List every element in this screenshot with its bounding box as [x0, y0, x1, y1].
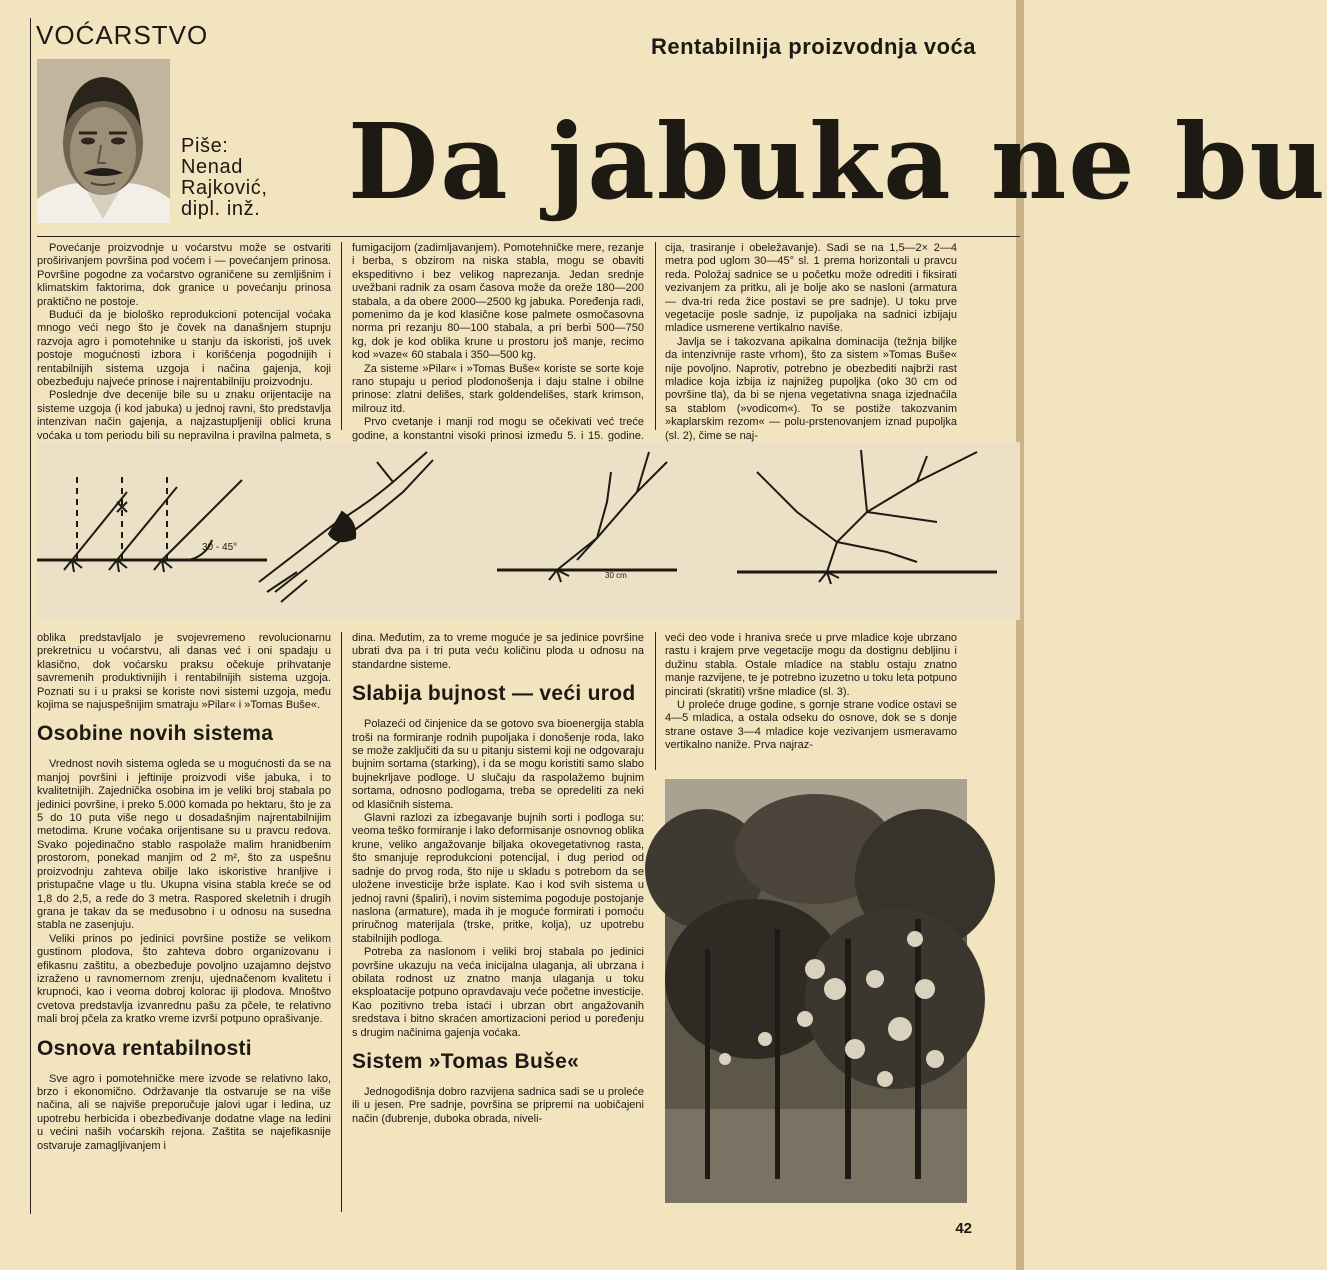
paragraph: fumigacijom (zadimljavanjem). Pomotehničke mere, rezanje i berba, s obzirom na niska stabla, mogu se obaviti ekspeditivno i bez velikog naprezanja. Jedan srednje uvežbani radnik za osam časova može da oreže 180—200 stabala, a da obere 2000—2500 kg jabuka. Poređenja radi, pomenimo da je kod klasične kose palmete osmočasovna norma pri rezanju 80—100 stabala, a pri berbi 500—750 kg, dok je kod oblika krune u prostoru još manje, recimo kod »vaze« 60 stabala i 350—500 kg. [352, 242, 644, 362]
pruning-diagram [37, 442, 1020, 620]
paragraph: dina. Međutim, za to vreme moguće je sa jedinice površine ubrati dva pa i tri puta veću količinu ploda u odnosu na standardne sisteme. [352, 632, 644, 671]
column-rule [655, 242, 656, 430]
subheading-osobine: Osobine novih sistema [37, 722, 274, 746]
paragraph: U proleće druge godine, s gornje strane vodice ostavi se 4—5 mladica, a ostala odseku do osnove, dok se s donje strane ostave 3—4 mladice koje vezivanjem usmeravamo vertikalno naniže. Prva najraz- [665, 699, 957, 752]
paragraph: Polazeći od činjenice da se gotovo sva bioenergija stabla troši na formiranje rodnih pupoljaka i donošenje roda, lako se može zaključiti da su u pitanju sistemi koji ne odgovaraju bujnim sortama (starking), i da se mogu koristiti samo slabo bujnekrljave podloge. U slučaju da raspolažemo bujnim sortama, odnosno podlogama, treba se opredeliti za neki od klasičnih sistema. [352, 718, 644, 811]
byline-line: Nenad [181, 156, 243, 178]
author-portrait [37, 59, 170, 223]
paragraph: Javlja se i takozvana apikalna dominacija (težnja biljke da intenzivnije raste vrhom), što za sistem »Tomas Buše« nije povoljno. Naprotiv, potrebno je obezbediti najbrži rast mladice koja izbija iz najnižeg pupoljka (oko 30 cm od površine tla), da bi se njena vegetativna snaga izjednačila sa stablom (»vodicom«). To se postiže takozvanim »kaplarskim rezom« — polu-prstenovanjem iznad pupoljka (sl. 2), čime se naj- [665, 335, 957, 442]
paragraph: Poslednje dve decenije bile su u znaku orijentacije na sisteme uzgoja (i kod jabuka) u jednoj ravni, što predstavlja intenzivan način gajenja, a najzastupljeniji oblici kruna voćaka u tom periodu bili su nepravilna i pravilna palmeta, s [37, 389, 331, 442]
section-title: VOĆARSTVO [36, 20, 209, 50]
left-margin-rule [30, 18, 31, 1214]
paragraph: Vrednost novih sistema ogleda se u mogućnosti da se na manjoj površini i jeftinije proizvodi više jabuka, i to kvalitetnijih. Zajednička osobina im je veliki broj stabala po jedinici površine, i preko 5.000 komada po hektaru, što je za 5 do 10 puta više nego u dosadašnjim najrentabilnijim metodima. Krune voćaka orijentisane su u pravcu redova. Svako pojedinačno stablo raspolaže malim hranidbenim prostorom, ponekad manjim od 2 m², što za uspešnu proizvodnju zahteva obilje lako iskoristive hranljive i pristupačne vlage u tlu. Ukupna visina stabla kreće se od 1,8 do 2,5, a ređe do 3 metra. Raspored skeletnih i drugih grana je takav da se međusobno i u odnosu na susedna stabla ne zasenjuju. [37, 758, 331, 932]
paragraph: Jednogodišnja dobro razvijena sadnica sadi se u proleće ili u jesen. Pre sadnje, površina se pripremi na uobičajeni način (đubrenje, duboka obrada, niveli- [352, 1085, 644, 1125]
paragraph: Budući da je biološko reprodukcioni potencijal voćaka mnogo veći nego što je čovek na današnjem stupnju razvoja agro i pomotehnike u stanju da iskoristi, još uvek postoje mogućnosti izbora i korišćenja pogodnijih i rentabilnijih sistema uzgoja i načina gajenja, koji obezbeđuju najveće prinose i najrentabilniju proizvodnju. [37, 309, 331, 389]
bottom-column-1 [37, 632, 331, 1212]
byline [181, 136, 268, 220]
byline-line: Rajković, [181, 177, 268, 199]
figure-3-sketch [497, 452, 677, 582]
top-column-2 [352, 242, 644, 442]
depth-label: 30 cm [605, 571, 627, 580]
column-rule [341, 632, 342, 1212]
paragraph: Prvo cvetanje i manji rod mogu se očekivati već treće godine, a konstantni visoki prinosi između 5. i 15. godine. [352, 416, 644, 442]
byline-line: Piše: [181, 135, 229, 157]
figure-1-sketch [37, 472, 267, 572]
paragraph: Glavni razlozi za izbegavanje bujnih sorti i podloga su: veoma teško formiranje i lako deformisanje osnovnog oblika krune, veliko angažovanje biljaka okovegetativnog rasta, što smanjuje reprodukcioni potencijal, i dug period od sadnje do prvog roda, što nije u skladu s potrebom da se uložene investicije brže isplate. Kao i kod svih sistema u jednoj ravni (špaliri), i novim sistemima pogoduje postojanje naslona (armature), mada ih je moguće formirati i pomoću priručnog materijala (trske, pritke, kolja), uz upotrebu stabilnijih podloga. [352, 812, 644, 945]
bottom-column-3 [665, 632, 957, 770]
paragraph: cija, trasiranje i obeležavanje). Sadi se na 1,5—2× 2—4 metra pod uglom 30—45° sl. 1 prema horizontali u pravcu reda. Položaj sadnice se u početku može odrediti i fiksirati vezivanjem za pritku, ali je bolje ako se nasloni (armatura — dva-tri reda žice postavi se pre sadnje). U toku prve vegetacije posle sadnje, iz pupoljaka na sadnici izbijaju mladice usmerene vertikalno naviše. [665, 242, 957, 335]
figure-4-sketch [737, 450, 997, 584]
page-number: 42 [955, 1220, 972, 1237]
bottom-column-2 [352, 632, 644, 1212]
author-photo [37, 59, 170, 223]
figure-2-sketch [259, 452, 433, 602]
subheading-osnova: Osnova rentabilnosti [37, 1036, 252, 1060]
paragraph: Sve agro i pomotehničke mere izvode se relativno lako, brzo i ekonomično. Održavanje tla ostvaruje se na više načina, ali se najviše preporučuje jalovi ugar i ledina, uz upotrebu herbicida i obezbeđivanje dodatne vlage na ledini u većini naših voćarskih rejona. Zaštita se najefikasnije ostvaruje zamagljivanjem i [37, 1072, 331, 1152]
orchard-photo-image [665, 779, 967, 1203]
paragraph: oblika predstavljalo je svojevremeno revolucionarnu prekretnicu u voćarstvu, ali danas već i oni spadaju u klasično, dok voćarsku praksu očekuje prihvatanje savremenih produktivnijih i rentabilnijih sistema uzgoja. Poznati su i u praksi se koriste novi sistemi uzgoja, među kojima se najuspešnijim smatraju »Pilar« i »Tomas Buše«. [37, 632, 331, 712]
pruning-illustration [37, 442, 1020, 620]
paragraph: veći deo vode i hraniva sreće u prve mladice koje ubrzano rastu i krajem prve vegetacije mogu da dostignu debljinu i dužinu stabla. Ostale mladice na stablu ostaju znatno manje razvijene, te je potrebno izuzetno u toku leta potpuno pincirati (skratiti) vršne mladice (sl. 3). [665, 632, 957, 698]
top-column-3 [665, 242, 957, 442]
byline-line: dipl. inž. [181, 198, 261, 220]
subheading-sistem: Sistem »Tomas Buše« [352, 1049, 580, 1073]
paragraph: Povećanje proizvodnje u voćarstvu može se ostvariti proširivanjem površina pod voćem i — povećanjem prinosa. Površine pogodne za voćarstvo ograničene su zemljišnim i klimatskim faktorima, dok granice u povećanju prinosa praktično ne postoje. [37, 242, 331, 308]
article-headline: Da jabuka ne bu [348, 100, 1327, 223]
paragraph: Potreba za naslonom i veliki broj stabala po jedinici površine ukazuju na veća inicijalna ulaganja, ali ubrzana i obilata rodnost uz znatno manja ulaganja u toku eksploatacije potpuno opravdavaju veće početne investicije. Kao pozitivno treba istaći i ubrzan obrt angažovanih sredstava i bitno skraćen amortizacioni period u poređenju s drugim načinima gajenja voćaka. [352, 946, 644, 1039]
headline-rule [37, 236, 1020, 237]
paragraph: Za sisteme »Pilar« i »Tomas Buše« koriste se sorte koje rano stupaju u period plodonošenja i daju stalne i obilne prinose: zlatni delišes, stark goldendelišes, stark krimson, milrouz itd. [352, 362, 644, 415]
running-head: Rentabilnija proizvodnja voća [650, 34, 976, 59]
column-rule [655, 632, 656, 770]
top-column-1 [37, 242, 331, 442]
angle-label: 30 - 45° [202, 542, 238, 553]
paragraph: Veliki prinos po jedinici površine postiže se velikom gustinom plodova, što zahteva dobro organizovanu i efikasnu zaštitu, a obezbeđuje povoljno uzajamno dejstvo izraženo u ravnomernom zrenju, ujednačenom kvalitetu i krupnoći, kao i veoma dobroj kolorac iji plodova. Mnoštvo cvetova predstavlja izvanrednu pašu za pčele, te relativno mali broj pčela za kratko vreme izvrši potpuno oprašivanje. [37, 932, 331, 1026]
orchard-photo [665, 779, 967, 1203]
subheading-slabija: Slabija bujnost — veći urod [352, 682, 636, 706]
column-rule [341, 242, 342, 430]
